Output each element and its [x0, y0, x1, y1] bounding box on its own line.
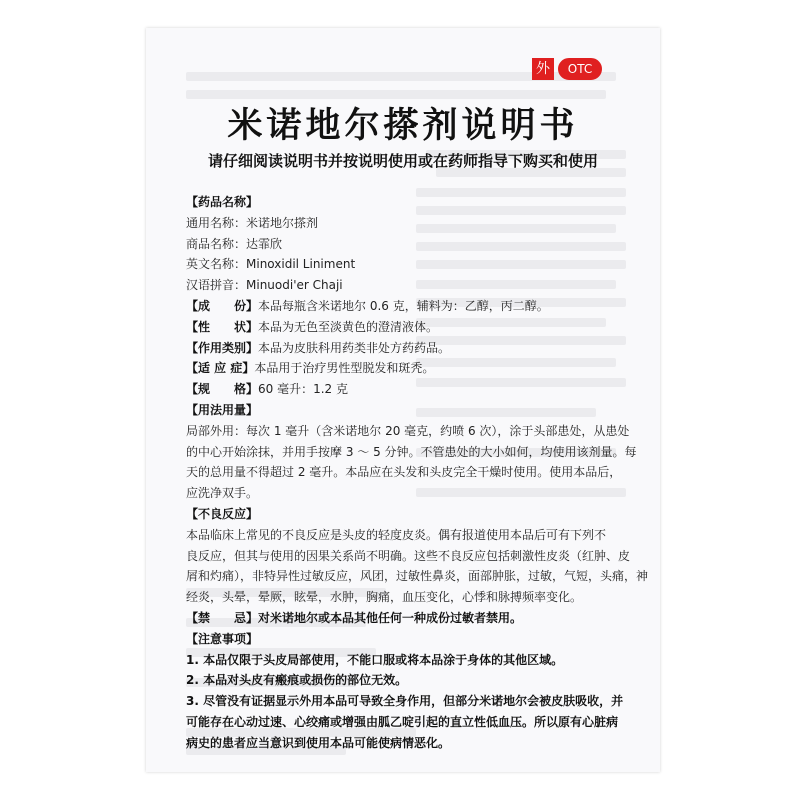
document-title: 米诺地尔搽剂说明书 [227, 106, 579, 146]
usage-heading: 【用法用量】 [186, 402, 259, 417]
composition-label: 【成 份】 [186, 298, 259, 313]
precaution-item: 可能存在心动过速、心绞痛或增强由胍乙啶引起的直立性低血压。所以原有心脏病 [186, 714, 619, 729]
precaution-item: 3. 尽管没有证据显示外用本品可导致全身作用，但部分米诺地尔会被皮肤吸收，并 [186, 694, 624, 709]
contra-text: 对米诺地尔或本品其他任何一种成份过敏者禁用。 [258, 610, 523, 625]
drug-name-heading: 【药品名称】 [186, 195, 259, 209]
character-label: 【性 状】 [186, 319, 259, 334]
badges [532, 58, 602, 80]
usage-line: 局部外用：每次 1 毫升（含米诺地尔 20 毫克，约喷 6 次），涂于头部患处，从患处 [186, 423, 630, 438]
contra-row [186, 608, 620, 629]
adverse-line: 屑和灼痛），非特异性过敏反应，风团，过敏性鼻炎，面部肿胀，过敏，气短，头痛，神 [186, 569, 649, 584]
precaution-item: 1. 本品仅限于头皮局部使用，不能口服或将本品涂于身体的其他区域。 [186, 652, 564, 667]
adverse-line: 本品临床上常见的不良反应是头皮的轻度皮炎。偶有报道使用本品后可有下列不 [186, 527, 607, 542]
character-row [186, 317, 620, 338]
usage-warning: 请仔细阅读说明书并按说明使用或在药师指导下购买和使用 [207, 152, 598, 170]
adverse-line: 良反应，但其与使用的因果关系尚不明确。这些不良反应包括刺激性皮炎（红肿、皮 [186, 548, 631, 563]
pinyin-name: 汉语拼音：Minuodi'er Chaji [186, 278, 343, 293]
precaution-item: 2. 本品对头皮有瘢痕或损伤的部位无效。 [186, 673, 408, 688]
usage-line: 应洗净双手。 [186, 486, 259, 501]
usage-line: 天的总用量不得超过 2 毫升。本品应在头发和头皮完全干燥时使用。使用本品后， [186, 465, 622, 480]
spec-text: 60 毫升：1.2 克 [258, 382, 348, 397]
category-row [186, 338, 620, 359]
spec-label: 【规 格】 [186, 382, 259, 397]
indication-row [186, 358, 620, 379]
english-name: 英文名称：Minoxidil Liniment [186, 257, 356, 272]
category-label: 【作用类别】 [186, 340, 259, 355]
character-text: 本品为无色至淡黄色的澄清液体。 [258, 319, 439, 334]
composition-text: 本品每瓶含米诺地尔 0.6 克，辅料为：乙醇，丙二醇。 [258, 298, 549, 313]
external-use-badge: 外 [532, 58, 554, 80]
precaution-item: 病史的患者应当意识到使用本品可能使病情恶化。 [186, 735, 451, 750]
indication-text: 本品用于治疗男性型脱发和斑秃。 [254, 361, 435, 376]
spec-row [186, 379, 620, 400]
indication-label: 【适 应 症】 [186, 361, 255, 376]
generic-name: 通用名称：米诺地尔搽剂 [186, 215, 319, 230]
precautions-heading: 【注意事项】 [186, 631, 259, 646]
trade-name: 商品名称：达霏欣 [186, 236, 283, 251]
category-text: 本品为皮肤科用药类非处方药药品。 [258, 340, 451, 355]
otc-badge: OTC [558, 58, 602, 80]
usage-line: 的中心开始涂抹，并用手按摩 3 ～ 5 分钟。不管患处的大小如何，均使用该剂量。每 [186, 444, 637, 459]
composition-row [186, 296, 620, 317]
adverse-line: 经炎，头晕，晕厥，眩晕，水肿，胸痛，血压变化，心悸和脉搏频率变化。 [186, 590, 583, 605]
adverse-heading: 【不良反应】 [186, 506, 259, 521]
contra-label: 【禁 忌】 [186, 610, 259, 625]
leaflet-content [186, 192, 649, 754]
